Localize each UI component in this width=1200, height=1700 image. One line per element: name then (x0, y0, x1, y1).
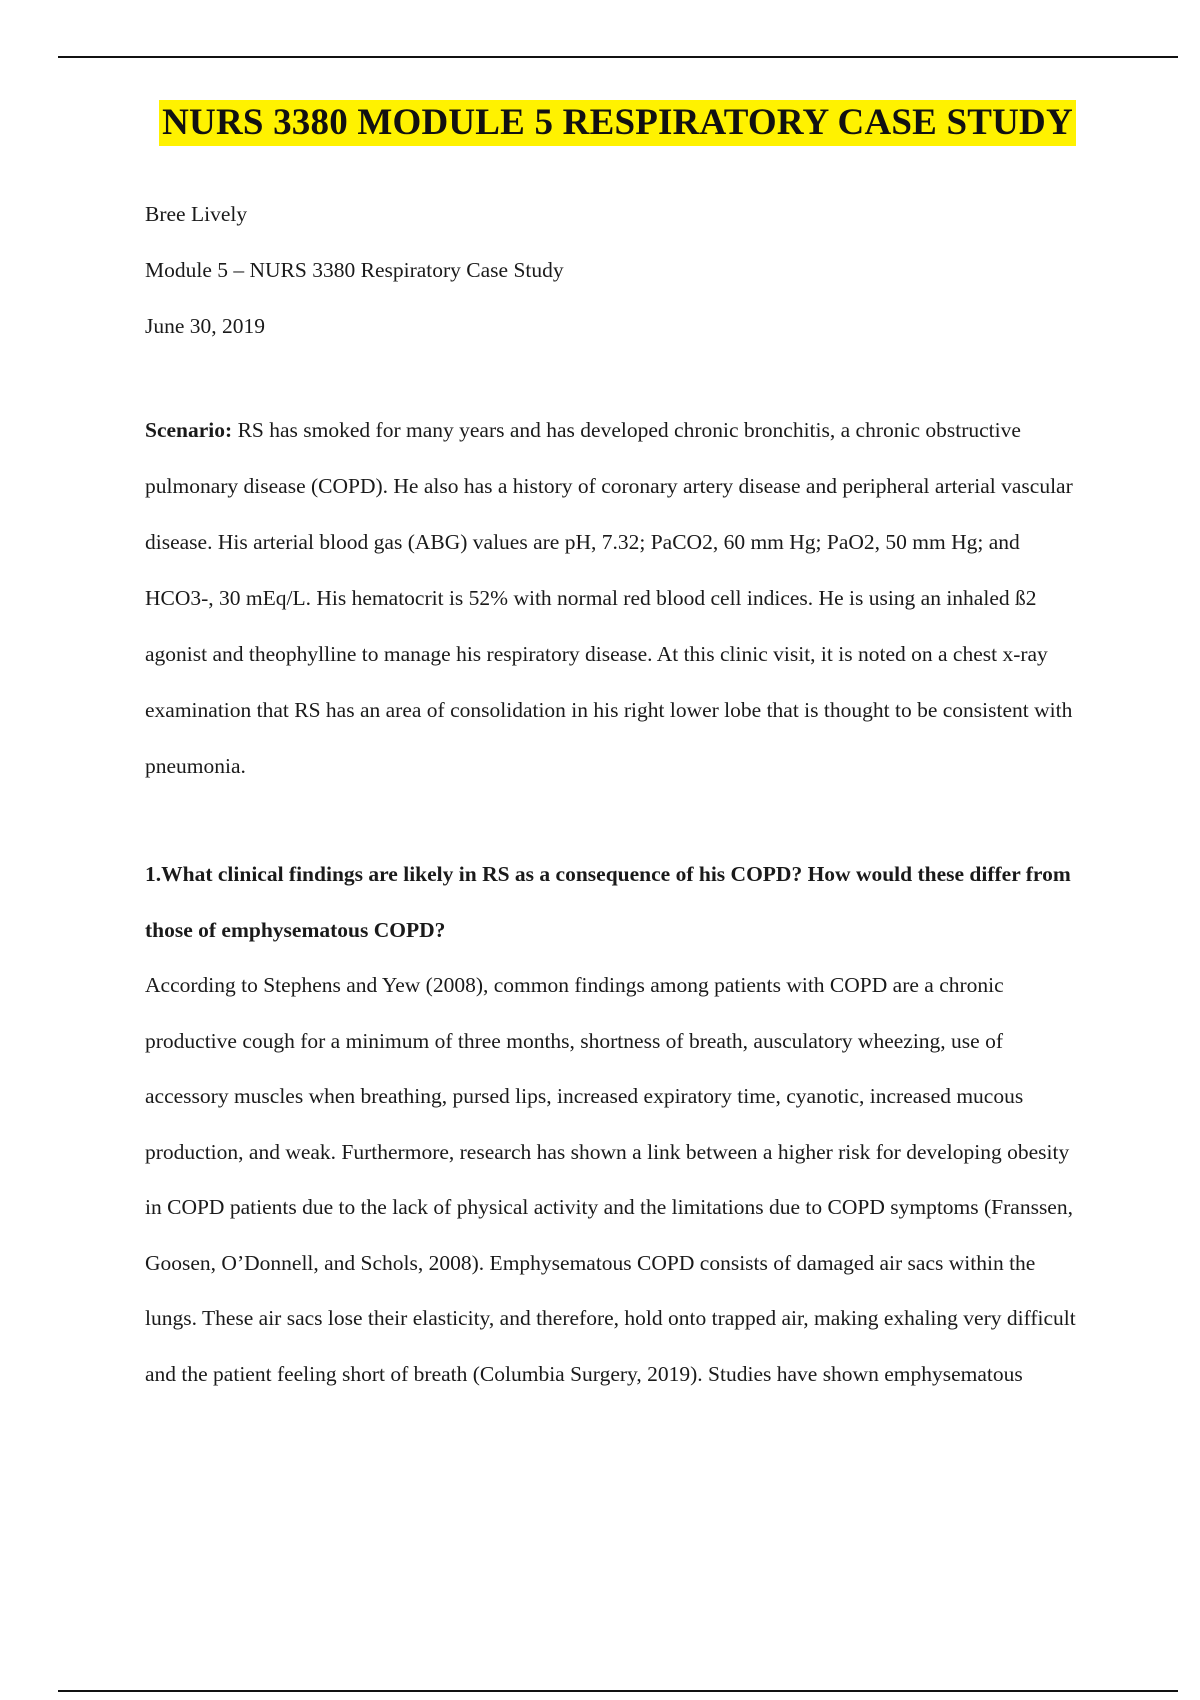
question-1-answer: According to Stephens and Yew (2008), common findings among patients with COPD are a chronic productive cough for a minimum of three months, shortness of breath, ausculatory wheezing, use of accessory muscles when breathing, pursed lips, increased expiratory time, cyanotic, increased mucous production, and weak. Furthermore, research has shown a link between a higher risk for developing obesity in COPD patients due to the lack of physical activity and the limitations due to COPD symptoms (Franssen, Goosen, O’Donnell, and Schols, 2008). Emphysematous COPD consists of damaged air sacs within the lungs. These air sacs lose their elasticity, and therefore, hold onto trapped air, making exhaling very difficult and the patient feeling short of breath (Columbia Surgery, 2019). Studies have shown emphysematous (145, 973, 1076, 1386)
scenario-paragraph (145, 402, 1090, 794)
question-1-heading (145, 846, 1090, 958)
document-body (145, 186, 1090, 1402)
document-date: June 30, 2019 (145, 314, 266, 338)
scenario-label: Scenario: (145, 418, 233, 442)
top-rule (58, 56, 1178, 58)
title-wrapper (0, 100, 1200, 146)
scenario-section (145, 402, 1090, 794)
question-1 (145, 846, 1090, 958)
document-title: NURS 3380 MODULE 5 RESPIRATORY CASE STUDY (159, 100, 1076, 146)
scenario-text: RS has smoked for many years and has developed chronic bronchitis, a chronic obstructive pulmonary disease (COPD). He also has a history of coronary artery disease and peripheral arterial vascular disease. His arterial blood gas (ABG) values are pH, 7.32; PaCO2, 60 mm Hg; PaO2, 50 mm Hg; and HCO3-, 30 mEq/L. His hematocrit is 52% with normal red blood cell indices. He is using an inhaled ß2 agonist and theophylline to manage his respiratory disease. At this clinic visit, it is noted on a chest x-ray examination that RS has an area of consolidation in his right lower lobe that is thought to be consistent with pneumonia. (145, 418, 1073, 778)
bottom-rule (58, 1690, 1178, 1692)
course-title: Module 5 – NURS 3380 Respiratory Case Study (145, 258, 564, 282)
question-1-text: What clinical findings are likely in RS as a consequence of his COPD? How would these differ from those of emphysematous COPD? (145, 862, 1071, 942)
question-1-number: 1. (145, 862, 162, 886)
document-meta (145, 186, 1090, 354)
author-name: Bree Lively (145, 202, 248, 226)
